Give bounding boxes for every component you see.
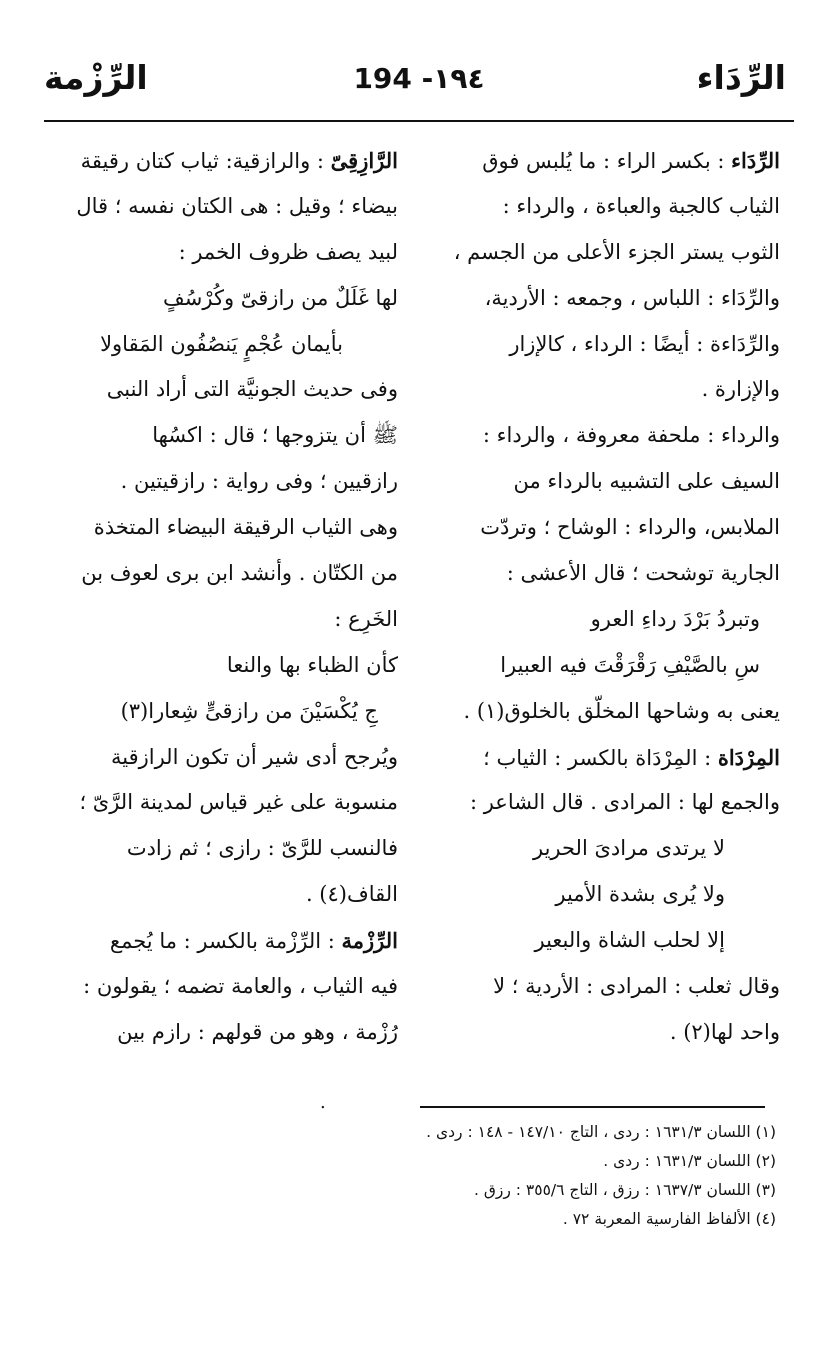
text-line: [43, 276, 398, 322]
text-line: [43, 1010, 398, 1056]
headword: المِرْدَاة: [717, 744, 780, 770]
text-line: [420, 689, 780, 735]
line-text: ﷺ أن يتزوجها ؛ قال : اكسُها: [152, 423, 398, 448]
text-line: [43, 459, 398, 505]
line-text: وتبردُ بَرْدَ رداءِ العرو: [590, 606, 760, 631]
line-text: سِ بالصَّيْفِ رَقْرَقْتَ فيه العبيرا: [500, 652, 760, 677]
line-text: من الكتّان . وأنشد ابن برى لعوف بن: [81, 561, 398, 586]
text-line: [420, 413, 780, 459]
text-line: [420, 230, 780, 276]
text-line: [43, 780, 398, 826]
line-text: السيف على التشبيه بالرداء من: [513, 469, 780, 494]
text-line: [43, 184, 398, 230]
line-text: والرِّدَاء : اللباس ، وجمعه : الأردية،: [484, 285, 780, 310]
footnote: (٣) اللسان ١٦٣٧/٣ : رزق ، التاج ٣٥٥/٦ : رزق .: [473, 1181, 776, 1199]
text-line: [420, 459, 780, 505]
line-text: كأن الظباء بها والنعا: [226, 652, 398, 677]
text-line: [43, 826, 398, 872]
line-text: فالنسب للرَّىّ : رازى ؛ ثم زادت: [126, 836, 398, 861]
footnotes: [76, 1118, 776, 1234]
text-line: [420, 964, 780, 1010]
text-line: [43, 643, 398, 689]
text-line: [43, 367, 398, 413]
text-line: [420, 551, 780, 597]
headword: الرَّازِقِىّ: [330, 148, 398, 173]
text-line: [43, 918, 398, 964]
text-line: [43, 138, 398, 184]
running-head-right: الرِّدَاء: [696, 58, 786, 97]
text-line: [420, 597, 780, 643]
line-text: : المِرْدَاة بالكسر : الثياب ؛: [483, 745, 718, 770]
page-number: 194 -١٩٤: [353, 62, 485, 95]
text-line: [420, 138, 780, 184]
right-column: [420, 138, 780, 1056]
text-line: [420, 780, 780, 826]
line-text: الثوب يستر الجزء الأعلى من الجسم ،: [453, 239, 780, 264]
line-text: بأيمان عُجْمٍ يَنصُفُون المَقاولا: [100, 331, 343, 356]
header-rule: [44, 120, 794, 122]
line-text: منسوبة على غير قياس لمدينة الرَّىّ ؛: [79, 790, 398, 815]
line-text: الملابس، والرداء : الوشاح ؛ وتردّت: [480, 515, 780, 540]
text-line: [43, 597, 398, 643]
text-line: [43, 413, 398, 459]
text-line: [43, 735, 398, 781]
text-line: [420, 184, 780, 230]
line-text: رُزْمة ، وهو من قولهم : رازم بين: [117, 1019, 398, 1044]
line-text: وهى الثياب الرقيقة البيضاء المتخذة: [93, 515, 398, 540]
line-text: فيه الثياب ، والعامة تضمه ؛ يقولون :: [83, 974, 398, 999]
line-text: لبيد يصف ظروف الخمر :: [178, 239, 398, 264]
line-text: يعنى به وشاحها المخلّق بالخلوق(١) .: [463, 698, 780, 723]
line-text: رازقيين ؛ وفى رواية : رازقيتين .: [120, 469, 398, 494]
left-column: [43, 138, 398, 1056]
text-line: [43, 689, 398, 735]
line-text: الجارية توشحت ؛ قال الأعشى :: [506, 561, 780, 586]
line-text: وقال ثعلب : المرادى : الأردية ؛ لا: [493, 974, 780, 999]
running-head-left: الرِّزْمة: [44, 58, 148, 97]
text-line: [420, 872, 780, 918]
line-text: : بكسر الراء : ما يُلبس فوق: [482, 149, 732, 173]
line-text: والرداء : ملحفة معروفة ، والرداء :: [482, 423, 780, 448]
line-text: والإزارة .: [701, 377, 780, 402]
line-text: واحد لها(٢) .: [669, 1019, 780, 1044]
headword: الرِّدَاء: [731, 148, 780, 173]
text-line: [43, 964, 398, 1010]
footnote-rule: [420, 1106, 765, 1108]
line-text: والجمع لها : المرادى . قال الشاعر :: [469, 790, 780, 815]
line-text: ولا يُرى بشدة الأمير: [555, 882, 725, 907]
line-text: لها غَلَلٌ من رازقىّ وكُرْسُفٍ: [163, 285, 398, 310]
line-text: الثياب كالجبة والعباءة ، والرداء :: [502, 193, 780, 218]
text-line: [420, 505, 780, 551]
text-line: [43, 230, 398, 276]
text-line: [420, 1010, 780, 1056]
text-line: [420, 918, 780, 964]
ornament-dot: .: [320, 1092, 326, 1113]
line-text: ويُرجح أدى شير أن تكون الرازقية: [110, 744, 398, 769]
line-text: : والرازقية: ثياب كتان رقيقة: [80, 149, 331, 173]
text-line: [420, 643, 780, 689]
line-text: جِ يُكْسَيْنَ من رازقىٍّ شِعارا(٣): [120, 698, 378, 723]
line-text: والرِّدَاءة : أيضًا : الرداء ، كالإزار: [509, 331, 780, 356]
footnote: (٢) اللسان ١٦٣١/٣ : ردى .: [603, 1152, 776, 1170]
text-line: [420, 367, 780, 413]
text-line: [43, 872, 398, 918]
headword: الرِّزْمة: [341, 928, 398, 954]
line-text: : الرِّزْمة بالكسر : ما يُجمع: [109, 929, 342, 954]
footnote: (٤) الألفاظ الفارسية المعربة ٧٢ .: [562, 1210, 776, 1228]
footnote: (١) اللسان ١٦٣١/٣ : ردى ، التاج ١٤٧/١٠ - ١٤٨ : ردى .: [426, 1123, 776, 1141]
text-line: [43, 322, 398, 368]
text-line: [420, 276, 780, 322]
text-line: [43, 551, 398, 597]
line-text: إلا لحلب الشاة والبعير: [534, 928, 725, 953]
line-text: وفى حديث الجونيَّة التى أراد النبى: [106, 377, 398, 402]
line-text: القاف(٤) .: [305, 882, 398, 907]
line-text: لا يرتدى مرادىَ الحرير: [532, 836, 725, 861]
text-line: [43, 505, 398, 551]
text-line: [420, 735, 780, 781]
text-line: [420, 826, 780, 872]
line-text: بيضاء ؛ وقيل : هى الكتان نفسه ؛ قال: [76, 193, 398, 218]
text-line: [420, 322, 780, 368]
line-text: الخَرِع :: [334, 606, 398, 631]
